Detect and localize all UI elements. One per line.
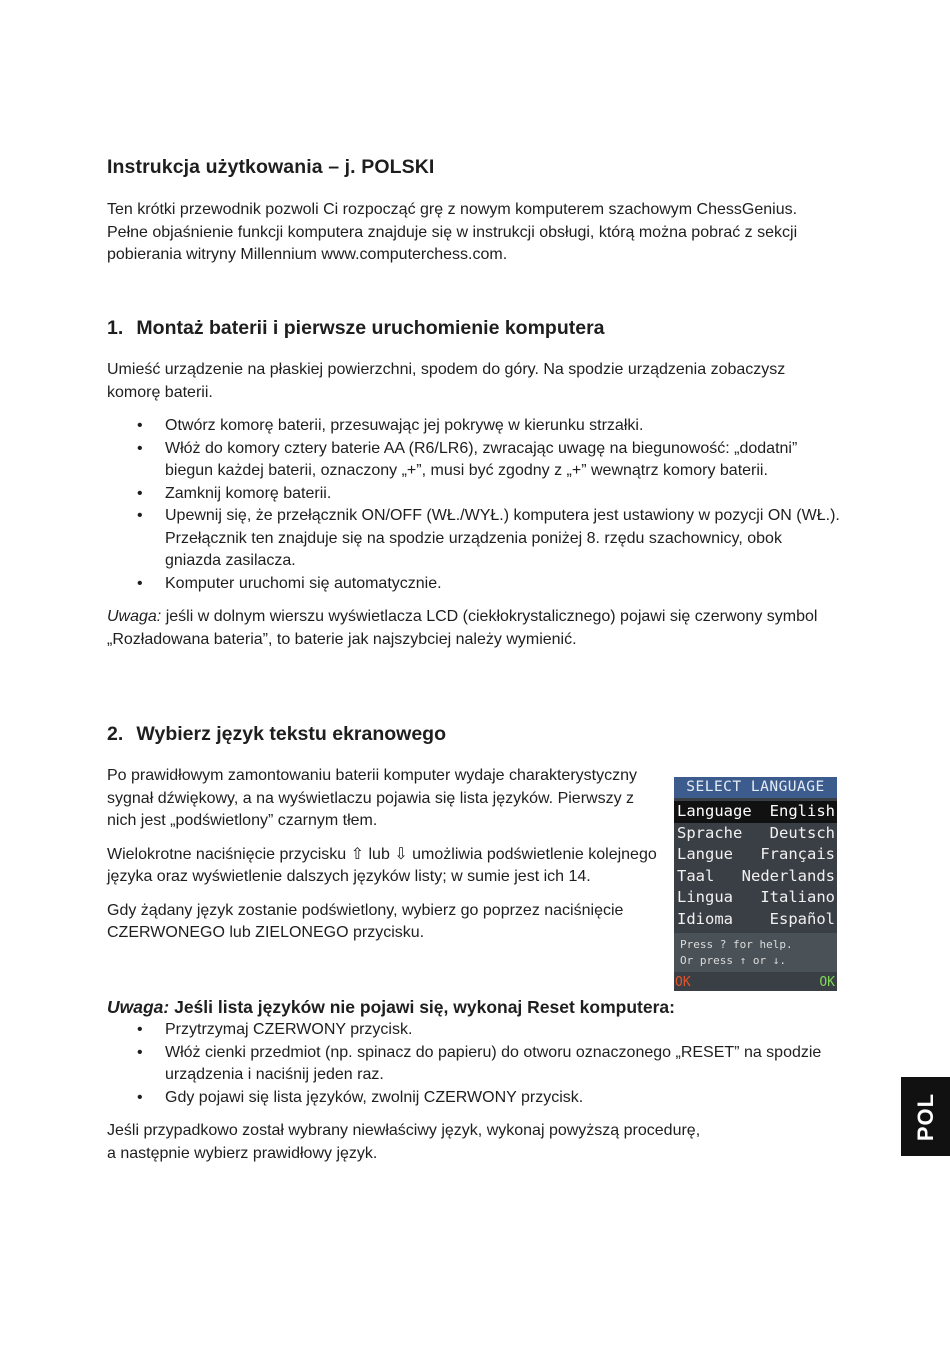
note-label: Uwaga: xyxy=(107,608,162,625)
section-1-title: Montaż baterii i pierwsze uruchomienie komputera xyxy=(136,317,605,339)
list-item: • Otwórz komorę baterii, przesuwając jej pokrywę w kierunku strzałki. xyxy=(107,415,842,438)
language-key: Sprache xyxy=(677,823,743,842)
language-key: Idioma xyxy=(677,909,733,928)
section-1-note xyxy=(107,606,842,651)
language-key: Taal xyxy=(677,866,715,885)
section-2-paragraph: Gdy żądany język zostanie podświetlony, wybierz go poprzez naciśnięcie CZERWONEGO lub ZIELONEGO przycisku. xyxy=(107,901,624,941)
section-1-bullet-list xyxy=(107,415,842,595)
section-2-title: Wybierz język tekstu ekranowego xyxy=(136,723,447,745)
language-value: Español xyxy=(769,909,835,928)
list-item: • Włóż cienki przedmiot (np. spinacz do papieru) do otworu oznaczonego „RESET” na spodzie urządzenia i naciśnij jeden raz. xyxy=(107,1042,842,1087)
closing-line-1: Jeśli przypadkowo został wybrany niewłaściwy język, wykonaj powyższą procedurę, xyxy=(107,1122,701,1139)
list-item: • Gdy pojawi się lista języków, zwolnij CZERWONY przycisk. xyxy=(107,1087,842,1110)
document-title: Instrukcja użytkowania – j. POLSKI xyxy=(107,156,435,178)
language-row xyxy=(674,887,837,909)
section-1-paragraph: Umieść urządzenie na płaskiej powierzchni, spodem do góry. Na spodzie urządzenia zobaczysz komorę baterii. xyxy=(107,361,786,401)
side-tab-label: POL xyxy=(912,1092,938,1141)
language-row xyxy=(674,823,837,845)
section-2-number: 2. xyxy=(107,723,124,745)
language-row xyxy=(674,844,837,866)
lcd-help-line-1: Press ? for help. xyxy=(680,937,793,951)
list-item: • Włóż do komory cztery baterie AA (R6/LR6), zwracając uwagę na biegunowość: „dodatni” biegun każdej baterii, oznaczony „+”, musi być zgodny z „+” wewnątrz komory baterii. xyxy=(107,438,842,483)
section-2-paragraph: Wielokrotne naciśnięcie przycisku ⇧ lub ⇩ umożliwia podświetlenie kolejnego języka oraz wyświetlenie dalszych języków listy; w sumie jest ich 14. xyxy=(107,845,657,885)
language-value: Italiano xyxy=(760,888,835,907)
ok-softkey-red: OK xyxy=(675,975,691,990)
list-item: • Upewnij się, że przełącznik ON/OFF (WŁ./WYŁ.) komputera jest ustawiony w pozycji ON (WŁ.). Przełącznik ten znajduje się na spodzie urządzenia poniżej 8. rzędu szachownicy, obok gniazda zasilacza. xyxy=(107,505,842,573)
warning-heading xyxy=(107,995,842,1019)
lcd-screen-image xyxy=(674,777,837,991)
lcd-softkeys xyxy=(674,975,837,991)
language-row xyxy=(674,866,837,888)
ok-softkey-green: OK xyxy=(819,975,835,990)
language-list xyxy=(674,798,837,931)
language-value: Français xyxy=(760,845,835,864)
section-2-text xyxy=(107,765,667,945)
section-1-heading xyxy=(107,317,605,340)
closing-line-2: a następnie wybierz prawidłowy język. xyxy=(107,1144,378,1162)
lcd-help-line-2: Or press ↑ or ↓. xyxy=(680,954,786,968)
list-item: • Przytrzymaj CZERWONY przycisk. xyxy=(107,1019,842,1042)
reset-warning xyxy=(107,995,842,1165)
language-side-tab xyxy=(901,1077,950,1156)
language-key: Langue xyxy=(677,845,733,864)
language-key: Language xyxy=(677,802,752,820)
list-item: • Komputer uruchomi się automatycznie. xyxy=(107,573,842,596)
lcd-help-text xyxy=(674,933,837,972)
intro-paragraph: Ten krótki przewodnik pozwoli Ci rozpocząć grę z nowym komputerem szachowym ChessGenius. Pełne objaśnienie funkcji komputera znajduje się w instrukcji obsługi, którą można pobrać z sekcji pobierania witryny Millennium www.computerchess.com. xyxy=(107,201,798,263)
warning-label: Uwaga: xyxy=(107,997,170,1017)
language-key: Lingua xyxy=(677,888,733,907)
closing-paragraph xyxy=(107,1120,842,1165)
language-value: Nederlands xyxy=(741,866,835,885)
section-1-body xyxy=(107,359,842,651)
list-item: • Zamknij komorę baterii. xyxy=(107,483,842,506)
reset-steps-list xyxy=(107,1019,842,1109)
language-row xyxy=(674,909,837,931)
language-value: Deutsch xyxy=(769,823,835,842)
warning-text: Jeśli lista języków nie pojawi się, wykonaj Reset komputera: xyxy=(169,997,675,1017)
section-1-number: 1. xyxy=(107,317,124,339)
language-value: English xyxy=(769,802,835,820)
section-2-paragraph: Po prawidłowym zamontowaniu baterii komputer wydaje charakterystyczny sygnał dźwiękowy, a na wyświetlaczu pojawia się lista języków. Pierwszy z nich jest „podświetlony” czarnym tłem. xyxy=(107,767,637,829)
section-2-heading xyxy=(107,723,446,746)
lcd-title: SELECT LANGUAGE xyxy=(674,777,837,798)
language-row-selected xyxy=(674,801,837,823)
note-text: jeśli w dolnym wierszu wyświetlacza LCD (ciekłokrystalicznego) pojawi się czerwony symbol „Rozładowana bateria”, to baterie jak najszybciej należy wymienić. xyxy=(107,608,818,648)
